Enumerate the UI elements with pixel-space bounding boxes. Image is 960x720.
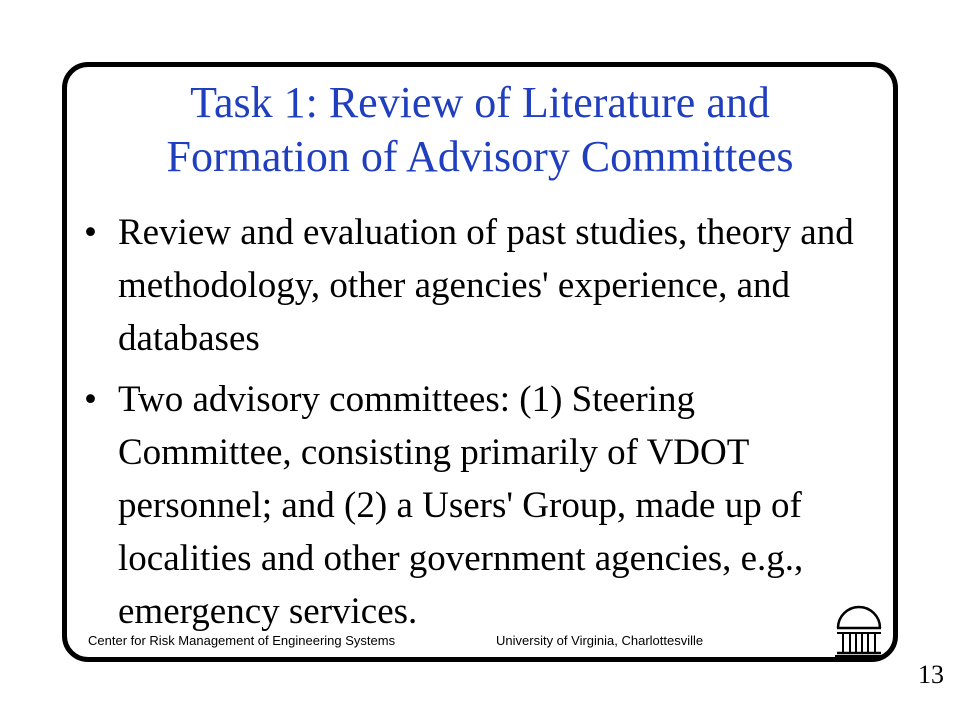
slide-title — [0, 76, 960, 184]
bullet-text: Two advisory committees: (1) Steering Committee, consisting primarily of VDOT personnel; and (2) a Users' Group, made up of localities and other government agencies, e.g., emergency services. — [118, 379, 804, 632]
slide-title-line-2: Formation of Advisory Committees — [166, 132, 794, 181]
footer-left-text: Center for Risk Management of Engineering Systems — [88, 633, 396, 648]
rotunda-icon — [834, 600, 884, 658]
bullet-text: Review and evaluation of past studies, theory and methodology, other agencies' experience, and databases — [118, 212, 854, 359]
bullet-item — [82, 373, 872, 638]
bullet-marker: • — [84, 379, 97, 420]
footer-right-text: University of Virginia, Charlottesville — [496, 633, 704, 648]
bullet-list — [82, 206, 872, 646]
page-number: 13 — [918, 660, 944, 689]
bullet-item — [82, 206, 872, 365]
bullet-marker: • — [84, 212, 97, 253]
slide-title-line-1: Task 1: Review of Literature and — [190, 78, 770, 127]
